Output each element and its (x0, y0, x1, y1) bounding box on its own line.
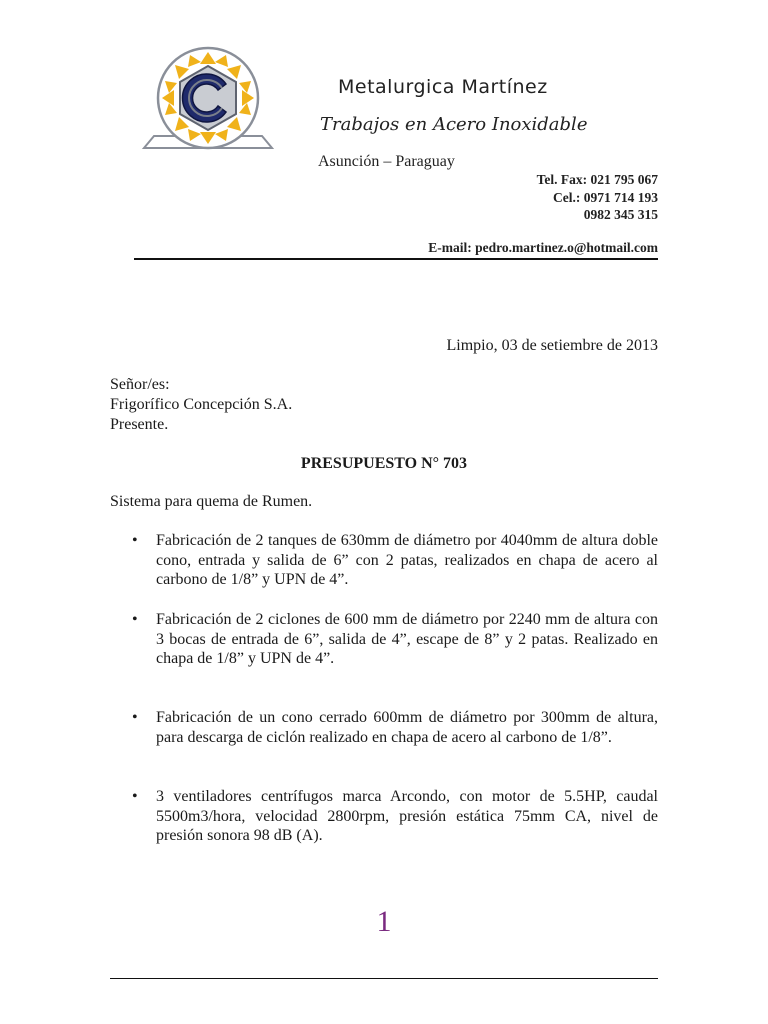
company-name: Metalurgica Martínez (338, 76, 548, 98)
list-item (110, 787, 658, 846)
recipient-line-2: Frigorífico Concepción S.A. (110, 396, 293, 413)
quote-title: PRESUPUESTO N° 703 (300, 455, 468, 472)
quote-intro: Sistema para quema de Rumen. (110, 493, 313, 510)
recipient-line-1: Señor/es: (110, 376, 170, 393)
list-item-text: Fabricación de 2 tanques de 630mm de diámetro por 4040mm de altura doble cono, entrada y salida de 6” con 2 patas, realizados en chapa de acero al carbono de 1/8” y UPN de 4”. (156, 532, 658, 588)
recipient-line-3: Presente. (110, 416, 169, 433)
header-divider (134, 258, 658, 260)
list-item (110, 708, 658, 747)
list-item (110, 531, 658, 590)
company-logo (140, 44, 276, 154)
metalurgica-logo-icon (140, 44, 276, 154)
page-number: 1 (376, 905, 392, 938)
bullet-icon: • (132, 788, 138, 805)
contact-cel-2: 0982 345 315 (583, 207, 658, 222)
list-item-text: Fabricación de 2 ciclones de 600 mm de diámetro por 2240 mm de altura con 3 bocas de entrada de 6”, salida de 4”, escape de 8” y 2 patas. Realizado en chapa de 1/8” y UPN de 4”. (156, 611, 658, 667)
contact-email: E-mail: pedro.martinez.o@hotmail.com (428, 240, 658, 255)
footer-divider (110, 978, 658, 979)
list-item-text: Fabricación de un cono cerrado 600mm de diámetro por 300mm de altura, para descarga de ciclón realizado en chapa de acero al carbono de 1/8”. (156, 709, 658, 746)
bullet-icon: • (132, 532, 138, 549)
letter-date: Limpio, 03 de setiembre de 2013 (446, 337, 658, 354)
company-city: Asunción – Paraguay (318, 153, 455, 170)
contact-tel-fax: Tel. Fax: 021 795 067 (536, 172, 658, 187)
list-item-text: 3 ventiladores centrífugos marca Arcondo, con motor de 5.5HP, caudal 5500m3/hora, velocidad 2800rpm, presión estática 75mm CA, nivel de presión sonora 98 dB (A). (156, 788, 658, 844)
bullet-icon: • (132, 611, 138, 628)
list-item (110, 610, 658, 669)
bullet-icon: • (132, 709, 138, 726)
company-tagline: Trabajos en Acero Inoxidable (320, 114, 588, 135)
contact-cel: Cel.: 0971 714 193 (553, 190, 658, 205)
